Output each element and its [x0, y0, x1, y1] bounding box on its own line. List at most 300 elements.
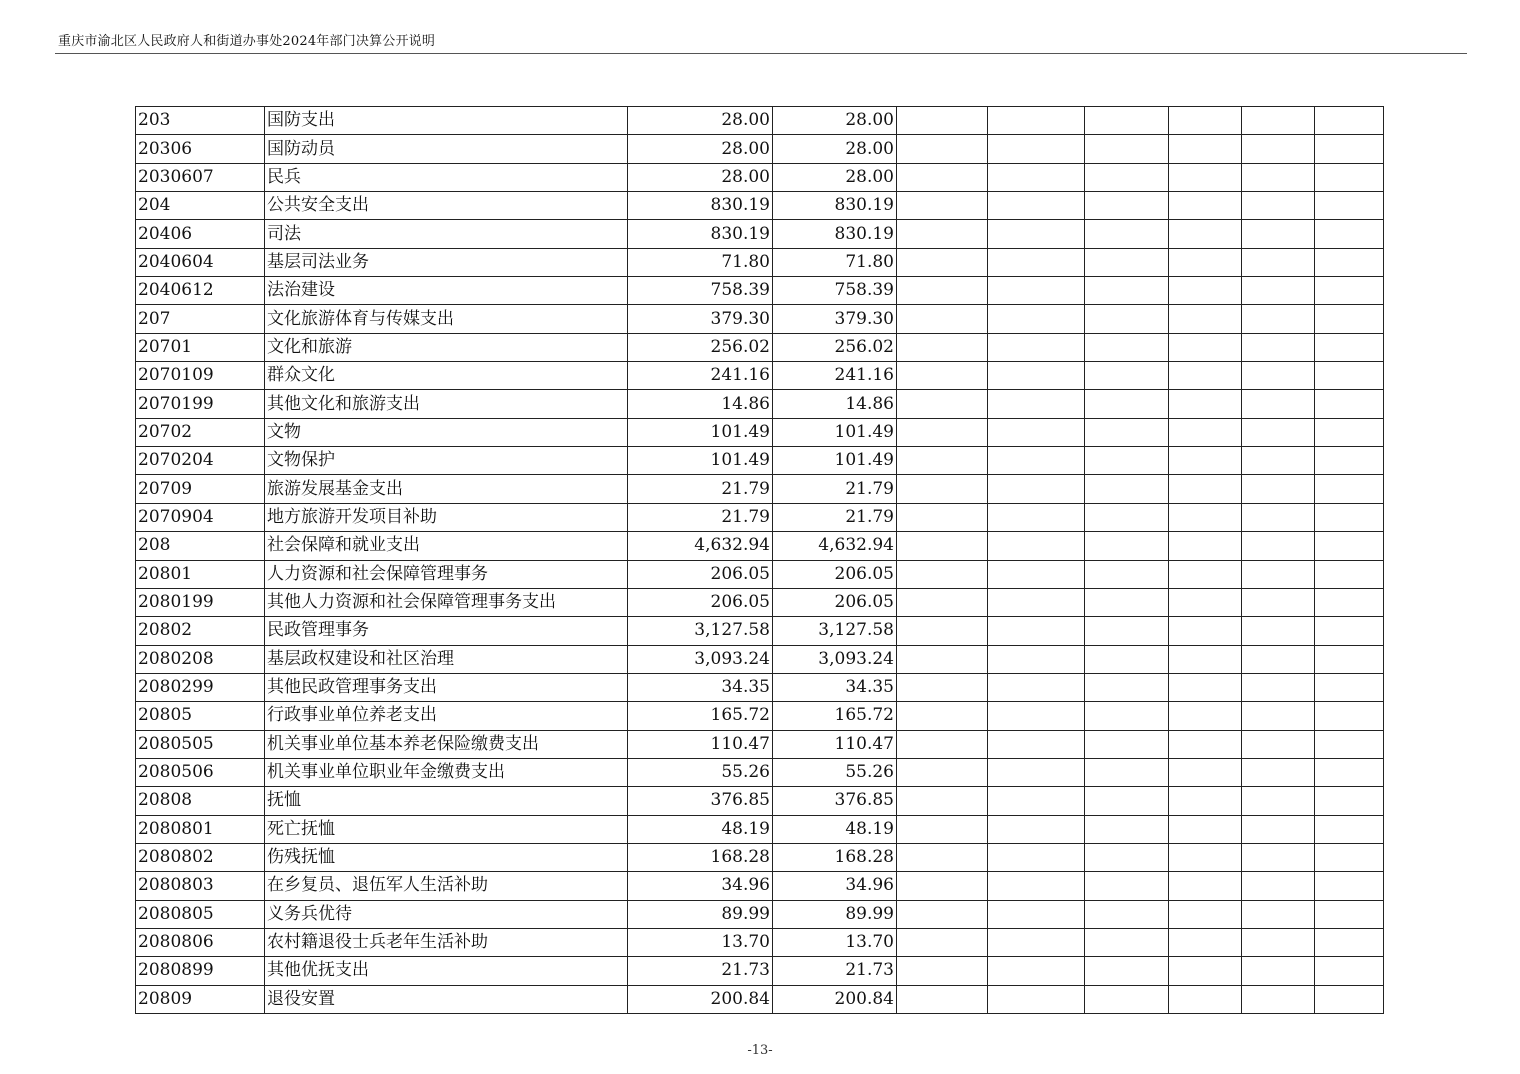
- amount-total-cell: 376.85: [628, 787, 773, 815]
- empty-cell: [1169, 220, 1242, 248]
- empty-cell: [988, 645, 1085, 673]
- code-cell: 2080506: [136, 758, 265, 786]
- table-row: [136, 163, 1384, 191]
- empty-cell: [1169, 333, 1242, 361]
- code-cell: 2080802: [136, 843, 265, 871]
- table-row: [136, 220, 1384, 248]
- empty-cell: [897, 305, 988, 333]
- empty-cell: [1242, 787, 1315, 815]
- code-cell: 203: [136, 107, 265, 135]
- empty-cell: [988, 730, 1085, 758]
- table-row: [136, 985, 1384, 1013]
- name-cell: 基层政权建设和社区治理: [265, 645, 628, 673]
- empty-cell: [1169, 163, 1242, 191]
- table-row: [136, 362, 1384, 390]
- amount-total-cell: 256.02: [628, 333, 773, 361]
- name-cell: 国防支出: [265, 107, 628, 135]
- name-cell: 退役安置: [265, 985, 628, 1013]
- empty-cell: [897, 135, 988, 163]
- empty-cell: [1242, 390, 1315, 418]
- empty-cell: [1315, 843, 1384, 871]
- empty-cell: [897, 362, 988, 390]
- empty-cell: [1315, 928, 1384, 956]
- amount-total-cell: 14.86: [628, 390, 773, 418]
- empty-cell: [897, 928, 988, 956]
- name-cell: 死亡抚恤: [265, 815, 628, 843]
- code-cell: 2030607: [136, 163, 265, 191]
- amount-total-cell: 89.99: [628, 900, 773, 928]
- name-cell: 文物: [265, 418, 628, 446]
- code-cell: 2080899: [136, 957, 265, 985]
- empty-cell: [1085, 333, 1169, 361]
- amount-total-cell: 55.26: [628, 758, 773, 786]
- amount-basic-cell: 21.79: [773, 475, 897, 503]
- empty-cell: [1315, 730, 1384, 758]
- empty-cell: [988, 135, 1085, 163]
- amount-basic-cell: 101.49: [773, 418, 897, 446]
- empty-cell: [897, 815, 988, 843]
- amount-total-cell: 28.00: [628, 107, 773, 135]
- empty-cell: [1085, 305, 1169, 333]
- empty-cell: [1169, 277, 1242, 305]
- empty-cell: [897, 985, 988, 1013]
- empty-cell: [1242, 163, 1315, 191]
- empty-cell: [1242, 333, 1315, 361]
- amount-basic-cell: 168.28: [773, 843, 897, 871]
- amount-basic-cell: 28.00: [773, 135, 897, 163]
- table-row: [136, 872, 1384, 900]
- empty-cell: [988, 305, 1085, 333]
- empty-cell: [988, 900, 1085, 928]
- name-cell: 民政管理事务: [265, 617, 628, 645]
- code-cell: 20802: [136, 617, 265, 645]
- empty-cell: [897, 872, 988, 900]
- amount-basic-cell: 28.00: [773, 107, 897, 135]
- empty-cell: [988, 333, 1085, 361]
- table-row: [136, 843, 1384, 871]
- empty-cell: [988, 702, 1085, 730]
- empty-cell: [1085, 135, 1169, 163]
- amount-basic-cell: 34.96: [773, 872, 897, 900]
- empty-cell: [1169, 560, 1242, 588]
- empty-cell: [988, 758, 1085, 786]
- empty-cell: [1085, 957, 1169, 985]
- empty-cell: [1242, 702, 1315, 730]
- empty-cell: [988, 503, 1085, 531]
- amount-total-cell: 110.47: [628, 730, 773, 758]
- empty-cell: [1315, 787, 1384, 815]
- empty-cell: [1315, 220, 1384, 248]
- empty-cell: [988, 475, 1085, 503]
- empty-cell: [1315, 560, 1384, 588]
- amount-total-cell: 21.79: [628, 503, 773, 531]
- amount-basic-cell: 200.84: [773, 985, 897, 1013]
- code-cell: 2080801: [136, 815, 265, 843]
- empty-cell: [1315, 532, 1384, 560]
- name-cell: 其他民政管理事务支出: [265, 673, 628, 701]
- empty-cell: [1169, 362, 1242, 390]
- amount-total-cell: 3,093.24: [628, 645, 773, 673]
- amount-total-cell: 21.79: [628, 475, 773, 503]
- empty-cell: [1242, 277, 1315, 305]
- empty-cell: [1242, 872, 1315, 900]
- empty-cell: [897, 645, 988, 673]
- table-body: [136, 107, 1384, 1014]
- empty-cell: [1315, 957, 1384, 985]
- name-cell: 群众文化: [265, 362, 628, 390]
- empty-cell: [988, 220, 1085, 248]
- code-cell: 20306: [136, 135, 265, 163]
- empty-cell: [1315, 418, 1384, 446]
- empty-cell: [1242, 248, 1315, 276]
- empty-cell: [1242, 928, 1315, 956]
- empty-cell: [1169, 418, 1242, 446]
- empty-cell: [1315, 872, 1384, 900]
- empty-cell: [1242, 447, 1315, 475]
- empty-cell: [1242, 758, 1315, 786]
- code-cell: 2080299: [136, 673, 265, 701]
- amount-total-cell: 34.96: [628, 872, 773, 900]
- amount-basic-cell: 21.73: [773, 957, 897, 985]
- table-row: [136, 135, 1384, 163]
- empty-cell: [988, 617, 1085, 645]
- code-cell: 2080208: [136, 645, 265, 673]
- empty-cell: [1242, 843, 1315, 871]
- empty-cell: [1169, 107, 1242, 135]
- name-cell: 民兵: [265, 163, 628, 191]
- amount-total-cell: 28.00: [628, 135, 773, 163]
- empty-cell: [897, 475, 988, 503]
- table-row: [136, 928, 1384, 956]
- code-cell: 20808: [136, 787, 265, 815]
- empty-cell: [1315, 815, 1384, 843]
- empty-cell: [897, 107, 988, 135]
- empty-cell: [988, 192, 1085, 220]
- empty-cell: [1085, 872, 1169, 900]
- empty-cell: [1315, 900, 1384, 928]
- empty-cell: [1242, 305, 1315, 333]
- amount-basic-cell: 379.30: [773, 305, 897, 333]
- name-cell: 基层司法业务: [265, 248, 628, 276]
- table-row: [136, 418, 1384, 446]
- amount-total-cell: 241.16: [628, 362, 773, 390]
- code-cell: 20709: [136, 475, 265, 503]
- empty-cell: [988, 532, 1085, 560]
- code-cell: 204: [136, 192, 265, 220]
- amount-total-cell: 34.35: [628, 673, 773, 701]
- empty-cell: [1315, 588, 1384, 616]
- empty-cell: [1085, 928, 1169, 956]
- empty-cell: [1085, 390, 1169, 418]
- name-cell: 文物保护: [265, 447, 628, 475]
- empty-cell: [1315, 645, 1384, 673]
- empty-cell: [988, 928, 1085, 956]
- table-row: [136, 787, 1384, 815]
- code-cell: 2070109: [136, 362, 265, 390]
- empty-cell: [988, 872, 1085, 900]
- code-cell: 20406: [136, 220, 265, 248]
- amount-basic-cell: 758.39: [773, 277, 897, 305]
- empty-cell: [988, 560, 1085, 588]
- name-cell: 司法: [265, 220, 628, 248]
- amount-total-cell: 168.28: [628, 843, 773, 871]
- empty-cell: [1169, 645, 1242, 673]
- code-cell: 20801: [136, 560, 265, 588]
- empty-cell: [1169, 815, 1242, 843]
- amount-basic-cell: 110.47: [773, 730, 897, 758]
- code-cell: 20701: [136, 333, 265, 361]
- empty-cell: [1242, 135, 1315, 163]
- amount-basic-cell: 830.19: [773, 192, 897, 220]
- table-row: [136, 107, 1384, 135]
- code-cell: 2070904: [136, 503, 265, 531]
- empty-cell: [897, 758, 988, 786]
- empty-cell: [1085, 475, 1169, 503]
- amount-total-cell: 13.70: [628, 928, 773, 956]
- empty-cell: [1169, 617, 1242, 645]
- empty-cell: [988, 163, 1085, 191]
- empty-cell: [897, 560, 988, 588]
- empty-cell: [1169, 872, 1242, 900]
- empty-cell: [1315, 390, 1384, 418]
- amount-basic-cell: 89.99: [773, 900, 897, 928]
- empty-cell: [1085, 815, 1169, 843]
- empty-cell: [988, 588, 1085, 616]
- code-cell: 2080805: [136, 900, 265, 928]
- empty-cell: [1315, 475, 1384, 503]
- name-cell: 行政事业单位养老支出: [265, 702, 628, 730]
- empty-cell: [1242, 673, 1315, 701]
- amount-total-cell: 758.39: [628, 277, 773, 305]
- amount-basic-cell: 101.49: [773, 447, 897, 475]
- empty-cell: [1169, 447, 1242, 475]
- name-cell: 国防动员: [265, 135, 628, 163]
- empty-cell: [1085, 248, 1169, 276]
- amount-total-cell: 28.00: [628, 163, 773, 191]
- empty-cell: [897, 277, 988, 305]
- page-number: -13-: [747, 1043, 773, 1058]
- empty-cell: [1169, 900, 1242, 928]
- amount-basic-cell: 256.02: [773, 333, 897, 361]
- amount-basic-cell: 28.00: [773, 163, 897, 191]
- empty-cell: [1315, 503, 1384, 531]
- empty-cell: [988, 985, 1085, 1013]
- table-row: [136, 900, 1384, 928]
- empty-cell: [1169, 248, 1242, 276]
- empty-cell: [1085, 560, 1169, 588]
- empty-cell: [1315, 758, 1384, 786]
- empty-cell: [1315, 617, 1384, 645]
- name-cell: 抚恤: [265, 787, 628, 815]
- empty-cell: [897, 730, 988, 758]
- name-cell: 义务兵优待: [265, 900, 628, 928]
- name-cell: 文化和旅游: [265, 333, 628, 361]
- empty-cell: [1242, 957, 1315, 985]
- empty-cell: [1315, 702, 1384, 730]
- table-row: [136, 702, 1384, 730]
- empty-cell: [1242, 503, 1315, 531]
- empty-cell: [1085, 588, 1169, 616]
- amount-basic-cell: 71.80: [773, 248, 897, 276]
- code-cell: 2080505: [136, 730, 265, 758]
- empty-cell: [1242, 730, 1315, 758]
- empty-cell: [1169, 135, 1242, 163]
- name-cell: 机关事业单位职业年金缴费支出: [265, 758, 628, 786]
- table-row: [136, 617, 1384, 645]
- empty-cell: [1085, 532, 1169, 560]
- amount-total-cell: 165.72: [628, 702, 773, 730]
- name-cell: 旅游发展基金支出: [265, 475, 628, 503]
- amount-basic-cell: 206.05: [773, 588, 897, 616]
- empty-cell: [1085, 730, 1169, 758]
- amount-basic-cell: 165.72: [773, 702, 897, 730]
- name-cell: 机关事业单位基本养老保险缴费支出: [265, 730, 628, 758]
- empty-cell: [1085, 985, 1169, 1013]
- amount-basic-cell: 14.86: [773, 390, 897, 418]
- empty-cell: [1242, 645, 1315, 673]
- code-cell: 20702: [136, 418, 265, 446]
- table-row: [136, 815, 1384, 843]
- table-row: [136, 730, 1384, 758]
- empty-cell: [1085, 163, 1169, 191]
- empty-cell: [1315, 447, 1384, 475]
- empty-cell: [897, 787, 988, 815]
- empty-cell: [897, 957, 988, 985]
- empty-cell: [1169, 532, 1242, 560]
- empty-cell: [1085, 447, 1169, 475]
- table-row: [136, 957, 1384, 985]
- empty-cell: [1242, 192, 1315, 220]
- empty-cell: [897, 843, 988, 871]
- amount-basic-cell: 34.35: [773, 673, 897, 701]
- empty-cell: [1315, 135, 1384, 163]
- empty-cell: [1085, 503, 1169, 531]
- code-cell: 207: [136, 305, 265, 333]
- empty-cell: [1315, 333, 1384, 361]
- name-cell: 公共安全支出: [265, 192, 628, 220]
- empty-cell: [1242, 588, 1315, 616]
- amount-total-cell: 379.30: [628, 305, 773, 333]
- empty-cell: [1169, 390, 1242, 418]
- amount-total-cell: 830.19: [628, 192, 773, 220]
- table-row: [136, 475, 1384, 503]
- table-row: [136, 645, 1384, 673]
- empty-cell: [1242, 475, 1315, 503]
- empty-cell: [1169, 475, 1242, 503]
- table-row: [136, 503, 1384, 531]
- name-cell: 伤残抚恤: [265, 843, 628, 871]
- amount-basic-cell: 55.26: [773, 758, 897, 786]
- amount-total-cell: 101.49: [628, 447, 773, 475]
- empty-cell: [1085, 758, 1169, 786]
- name-cell: 社会保障和就业支出: [265, 532, 628, 560]
- empty-cell: [1315, 163, 1384, 191]
- empty-cell: [897, 503, 988, 531]
- empty-cell: [897, 617, 988, 645]
- name-cell: 人力资源和社会保障管理事务: [265, 560, 628, 588]
- empty-cell: [1169, 985, 1242, 1013]
- empty-cell: [1169, 730, 1242, 758]
- empty-cell: [897, 192, 988, 220]
- code-cell: 2080199: [136, 588, 265, 616]
- name-cell: 文化旅游体育与传媒支出: [265, 305, 628, 333]
- empty-cell: [1315, 305, 1384, 333]
- table-row: [136, 447, 1384, 475]
- empty-cell: [1085, 362, 1169, 390]
- empty-cell: [897, 702, 988, 730]
- name-cell: 其他人力资源和社会保障管理事务支出: [265, 588, 628, 616]
- amount-total-cell: 71.80: [628, 248, 773, 276]
- empty-cell: [988, 418, 1085, 446]
- empty-cell: [1242, 815, 1315, 843]
- empty-cell: [988, 390, 1085, 418]
- name-cell: 其他文化和旅游支出: [265, 390, 628, 418]
- empty-cell: [988, 815, 1085, 843]
- amount-total-cell: 830.19: [628, 220, 773, 248]
- empty-cell: [988, 107, 1085, 135]
- amount-total-cell: 4,632.94: [628, 532, 773, 560]
- empty-cell: [1242, 617, 1315, 645]
- code-cell: 2070199: [136, 390, 265, 418]
- empty-cell: [1242, 532, 1315, 560]
- empty-cell: [1169, 702, 1242, 730]
- amount-total-cell: 200.84: [628, 985, 773, 1013]
- amount-basic-cell: 241.16: [773, 362, 897, 390]
- budget-table: [135, 106, 1384, 1014]
- code-cell: 2040612: [136, 277, 265, 305]
- empty-cell: [1085, 107, 1169, 135]
- empty-cell: [1169, 758, 1242, 786]
- amount-basic-cell: 830.19: [773, 220, 897, 248]
- table-row: [136, 390, 1384, 418]
- empty-cell: [1169, 787, 1242, 815]
- amount-basic-cell: 13.70: [773, 928, 897, 956]
- table-row: [136, 560, 1384, 588]
- empty-cell: [1085, 843, 1169, 871]
- empty-cell: [1085, 900, 1169, 928]
- amount-basic-cell: 376.85: [773, 787, 897, 815]
- code-cell: 2070204: [136, 447, 265, 475]
- table-row: [136, 305, 1384, 333]
- name-cell: 地方旅游开发项目补助: [265, 503, 628, 531]
- table-row: [136, 588, 1384, 616]
- empty-cell: [1315, 107, 1384, 135]
- name-cell: 其他优抚支出: [265, 957, 628, 985]
- amount-basic-cell: 3,127.58: [773, 617, 897, 645]
- empty-cell: [1169, 305, 1242, 333]
- empty-cell: [988, 362, 1085, 390]
- empty-cell: [1242, 900, 1315, 928]
- code-cell: 2080803: [136, 872, 265, 900]
- empty-cell: [1085, 192, 1169, 220]
- code-cell: 208: [136, 532, 265, 560]
- amount-basic-cell: 4,632.94: [773, 532, 897, 560]
- empty-cell: [1169, 192, 1242, 220]
- empty-cell: [988, 277, 1085, 305]
- empty-cell: [988, 673, 1085, 701]
- empty-cell: [897, 163, 988, 191]
- code-cell: 20805: [136, 702, 265, 730]
- amount-total-cell: 21.73: [628, 957, 773, 985]
- amount-total-cell: 206.05: [628, 560, 773, 588]
- empty-cell: [1242, 107, 1315, 135]
- code-cell: 2040604: [136, 248, 265, 276]
- amount-total-cell: 48.19: [628, 815, 773, 843]
- amount-total-cell: 3,127.58: [628, 617, 773, 645]
- empty-cell: [897, 900, 988, 928]
- empty-cell: [988, 843, 1085, 871]
- table-row: [136, 333, 1384, 361]
